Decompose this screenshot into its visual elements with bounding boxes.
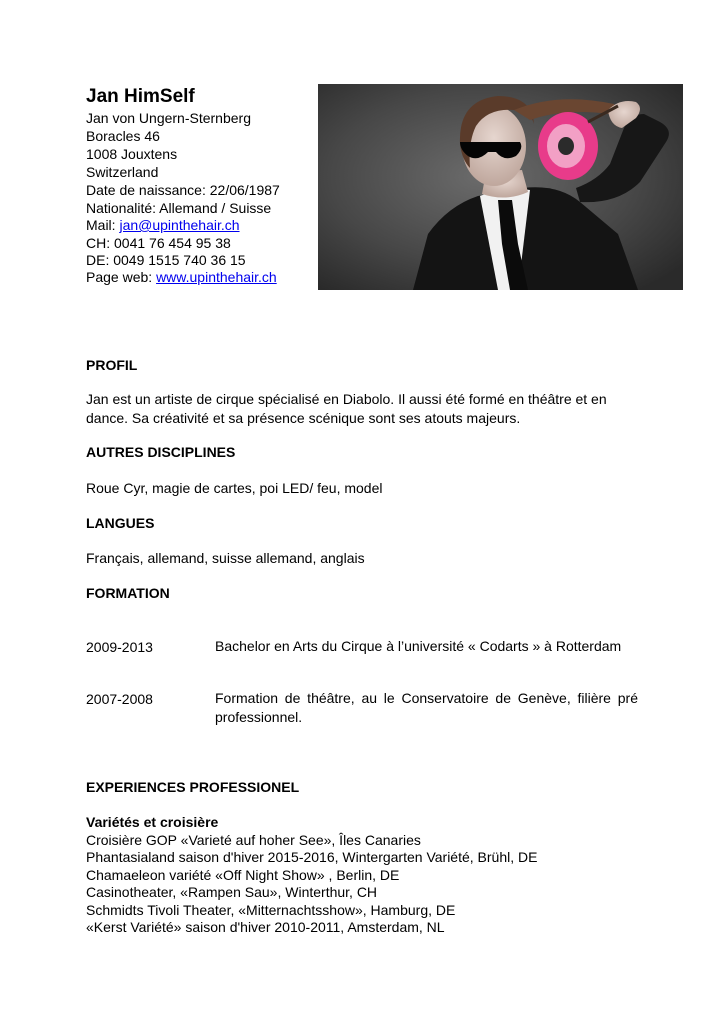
experiences-subheading: Variétés et croisière [86,814,219,830]
web-label: Page web: [86,269,157,285]
langues-text: Français, allemand, suisse allemand, anglais [86,550,365,566]
experiences-heading: EXPERIENCES PROFESSIONEL [86,779,300,795]
street-line: Boracles 46 [86,128,160,144]
experience-item: «Kerst Variété» saison d'hiver 2010-2011, Amsterdam, NL [86,919,445,935]
profil-heading: PROFIL [86,357,138,373]
birthdate-line: Date de naissance: 22/06/1987 [86,182,280,198]
langues-heading: LANGUES [86,515,155,531]
formation-years: 2009-2013 [86,639,153,655]
autres-disciplines-text: Roue Cyr, magie de cartes, poi LED/ feu, model [86,480,383,496]
experience-item: Casinotheater, «Rampen Sau», Winterthur, CH [86,884,378,900]
formation-description: Bachelor en Arts du Cirque à l’université « Codarts » à Rotterdam [215,638,622,654]
autres-disciplines-heading: AUTRES DISCIPLINES [86,444,236,460]
person-name: Jan HimSelf [86,86,195,107]
mail-label: Mail: [86,217,120,233]
mail-link[interactable]: jan@upinthehair.ch [119,217,240,233]
city-line: 1008 Jouxtens [86,146,178,162]
experience-item: Phantasialand saison d'hiver 2015-2016, Wintergarten Variété, Brühl, DE [86,849,538,865]
formation-heading: FORMATION [86,585,170,601]
mail-line [86,216,240,234]
full-name-line: Jan von Ungern-Sternberg [86,110,251,126]
experience-item: Schmidts Tivoli Theater, «Mitternachtsshow», Hamburg, DE [86,902,456,918]
profil-text: Jan est un artiste de cirque spécialisé en Diabolo. Il aussi été formé en théâtre et en dance. Sa créativité et sa présence scénique sont ses atouts majeurs. [86,391,607,426]
formation-description: Formation de théâtre, au le Conservatoire de Genève, filière pré professionnel. [215,690,638,725]
nationality-line: Nationalité: Allemand / Suisse [86,200,272,216]
phone-de-line: DE: 0049 1515 740 36 15 [86,252,246,268]
formation-years: 2007-2008 [86,691,153,707]
country-line: Switzerland [86,164,159,180]
experience-item: Croisière GOP «Varieté auf hoher See», Îles Canaries [86,832,421,848]
phone-ch-line: CH: 0041 76 454 95 38 [86,235,231,251]
portrait-photo [318,84,683,290]
web-link[interactable]: www.upinthehair.ch [156,269,277,285]
experience-item: Chamaeleon variété «Off Night Show» , Berlin, DE [86,867,400,883]
web-line [86,268,277,286]
